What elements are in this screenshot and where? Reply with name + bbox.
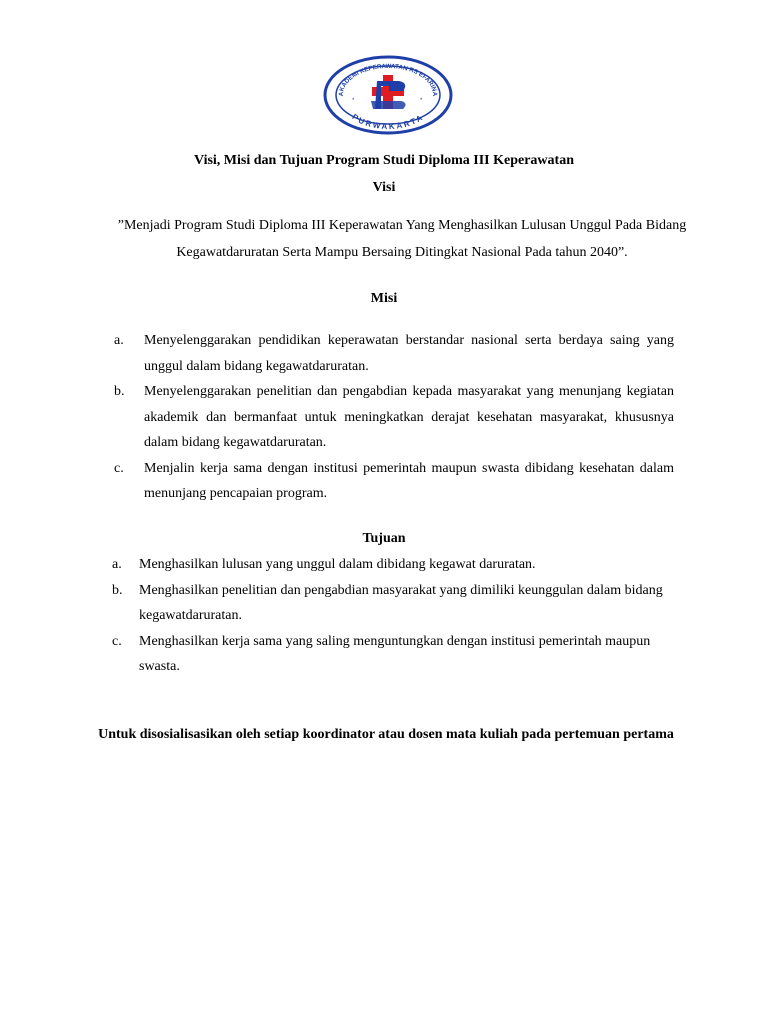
list-item (114, 379, 674, 456)
list-item-text: Menghasilkan kerja sama yang saling menguntungkan dengan institusi pemerintah maupun swasta. (139, 633, 651, 674)
tujuan-list (112, 552, 679, 680)
list-item (114, 456, 674, 507)
visi-heading: Visi (372, 180, 396, 195)
logo-top-text: AKADEMI KEPERAWATAN RS EFARINA (337, 62, 439, 97)
list-marker: b. (112, 582, 123, 598)
misi-list (114, 328, 674, 507)
list-item-text: Menyelenggarakan penelitian dan pengabdian kepada masyarakat yang menunjang kegiatan akademik dan bermanfaat untuk meningkatkan derajat kesehatan masyarakat, khususnya dalam bidang kegawatdaruratan. (144, 384, 674, 450)
list-marker: b. (114, 384, 125, 399)
visi-statement: ”Menjadi Program Studi Diploma III Keperawatan Yang Menghasilkan Lulusan Unggul Pada Bidang Kegawatdaruratan Serta Mampu Bersaing Ditingkat Nasional Pada tahun 2040”. (117, 218, 687, 260)
list-item-text: Menjalin kerja sama dengan institusi pemerintah maupun swasta dibidang kesehatan dalam menunjang pencapaian program. (144, 460, 674, 501)
institution-logo (323, 55, 453, 135)
list-item-text: Menyelenggarakan pendidikan keperawatan berstandar nasional serta berdaya saing yang unggul dalam bidang kegawatdaruratan. (144, 333, 674, 374)
logo-bottom-text: PURWAKARTA (350, 112, 426, 132)
list-item-text: Menghasilkan penelitian dan pengabdian masyarakat yang dimiliki keunggulan dalam bidang kegawatdaruratan. (139, 582, 663, 623)
list-item (112, 552, 679, 578)
closing-note: Untuk disosialisasikan oleh setiap koordinator atau dosen mata kuliah pada pertemuan pertama (98, 727, 674, 742)
list-item (112, 578, 679, 629)
list-item (112, 629, 679, 680)
document-title: Visi, Misi dan Tujuan Program Studi Diploma III Keperawatan (193, 153, 574, 168)
svg-text:*: * (352, 98, 355, 104)
list-marker: c. (114, 460, 124, 476)
tujuan-heading: Tujuan (362, 531, 406, 546)
list-marker: a. (112, 557, 122, 572)
misi-heading: Misi (370, 291, 398, 306)
list-item-text: Menghasilkan lulusan yang unggul dalam dibidang kegawat daruratan. (139, 557, 536, 572)
list-marker: a. (114, 333, 124, 348)
svg-text:*: * (420, 98, 423, 104)
list-item (114, 328, 674, 379)
list-marker: c. (112, 633, 122, 649)
